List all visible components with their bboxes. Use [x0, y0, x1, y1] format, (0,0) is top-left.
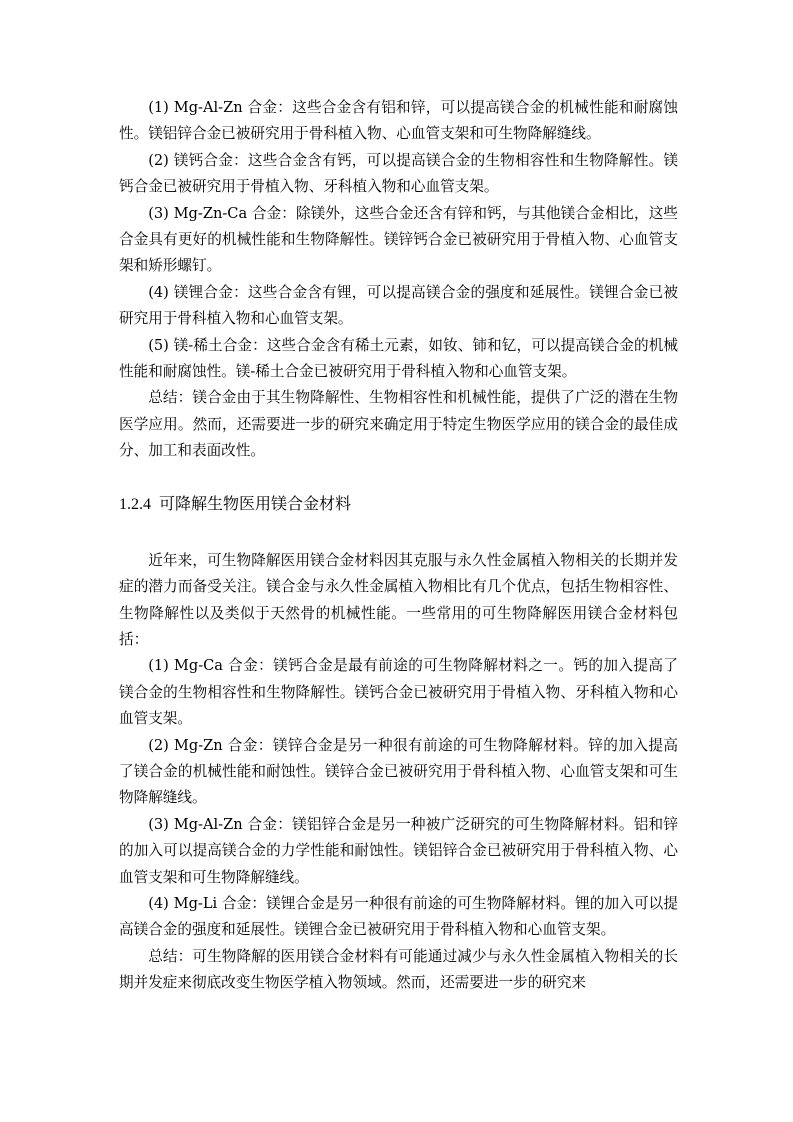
- paragraph-mg-ca: (1) Mg-Ca 合金：镁钙合金是最有前途的可生物降解材料之一。钙的加入提高了镁合金的生物相容性和生物降解性。镁钙合金已被研究用于骨植入物、牙科植入物和心血管支架。: [119, 657, 678, 728]
- section-number: 1.2.4: [119, 495, 151, 513]
- paragraph-mg-zn: (2) Mg-Zn 合金：镁锌合金是另一种很有前途的可生物降解材料。锌的加入提高了镁合金的机械性能和耐蚀性。镁锌合金已被研究用于骨科植入物、心血管支架和可生物降解缝线。: [119, 736, 678, 807]
- paragraph-mg-al-zn-alloy: (1) Mg-Al-Zn 合金：这些合金含有铝和锌，可以提高镁合金的机械性能和耐腐蚀性。镁铝锌合金已被研究用于骨科植入物、心血管支架和可生物降解缝线。: [119, 99, 678, 143]
- section-heading: [119, 491, 678, 518]
- paragraph-summary-1: 总结：镁合金由于其生物降解性、生物相容性和机械性能，提供了广泛的潜在生物医学应用。然而，还需要进一步的研究来确定用于特定生物医学应用的镁合金的最佳成分、加工和表面改性。: [119, 389, 678, 460]
- section-title: 可降解生物医用镁合金材料: [159, 493, 352, 513]
- paragraph-mg-li: (4) Mg-Li 合金：镁锂合金是另一种很有前途的可生物降解材料。锂的加入可以提高镁合金的强度和延展性。镁锂合金已被研究用于骨科植入物和心血管支架。: [119, 894, 678, 939]
- paragraph-mg-li-alloy: (4) 镁锂合金：这些合金含有锂，可以提高镁合金的强度和延展性。镁锂合金已被研究用于骨科植入物和心血管支架。: [119, 283, 678, 328]
- document-body: [119, 95, 678, 997]
- paragraph-mg-ca-alloy: (2) 镁钙合金：这些合金含有钙，可以提高镁合金的生物相容性和生物降解性。镁钙合金已被研究用于骨植入物、牙科植入物和心血管支架。: [119, 151, 678, 196]
- paragraph-intro: 近年来，可生物降解医用镁合金材料因其克服与永久性金属植入物相关的长期并发症的潜力而备受关注。镁合金与永久性金属植入物相比有几个优点，包括生物相容性、生物降解性以及类似于天然骨的机械性能。一些常用的可生物降解医用镁合金材料包括：: [119, 551, 678, 648]
- paragraph-mg-al-zn: (3) Mg-Al-Zn 合金：镁铝锌合金是另一种被广泛研究的可生物降解材料。铝和锌的加入可以提高镁合金的力学性能和耐蚀性。镁铝锌合金已被研究用于骨科植入物、心血管支架和可生物降解缝线。: [119, 815, 678, 886]
- paragraph-mg-rare-earth-alloy: (5) 镁-稀土合金：这些合金含有稀土元素，如钕、铈和钇，可以提高镁合金的机械性能和耐腐蚀性。镁-稀土合金已被研究用于骨科植入物和心血管支架。: [119, 336, 678, 381]
- paragraph-mg-zn-ca-alloy: (3) Mg-Zn-Ca 合金：除镁外，这些合金还含有锌和钙，与其他镁合金相比，这些合金具有更好的机械性能和生物降解性。镁锌钙合金已被研究用于骨植入物、心血管支架和矫形螺钉。: [119, 204, 678, 275]
- paragraph-summary-2: 总结：可生物降解的医用镁合金材料有可能通过减少与永久性金属植入物相关的长期并发症来彻底改变生物医学植入物领域。然而，还需要进一步的研究来: [119, 947, 678, 992]
